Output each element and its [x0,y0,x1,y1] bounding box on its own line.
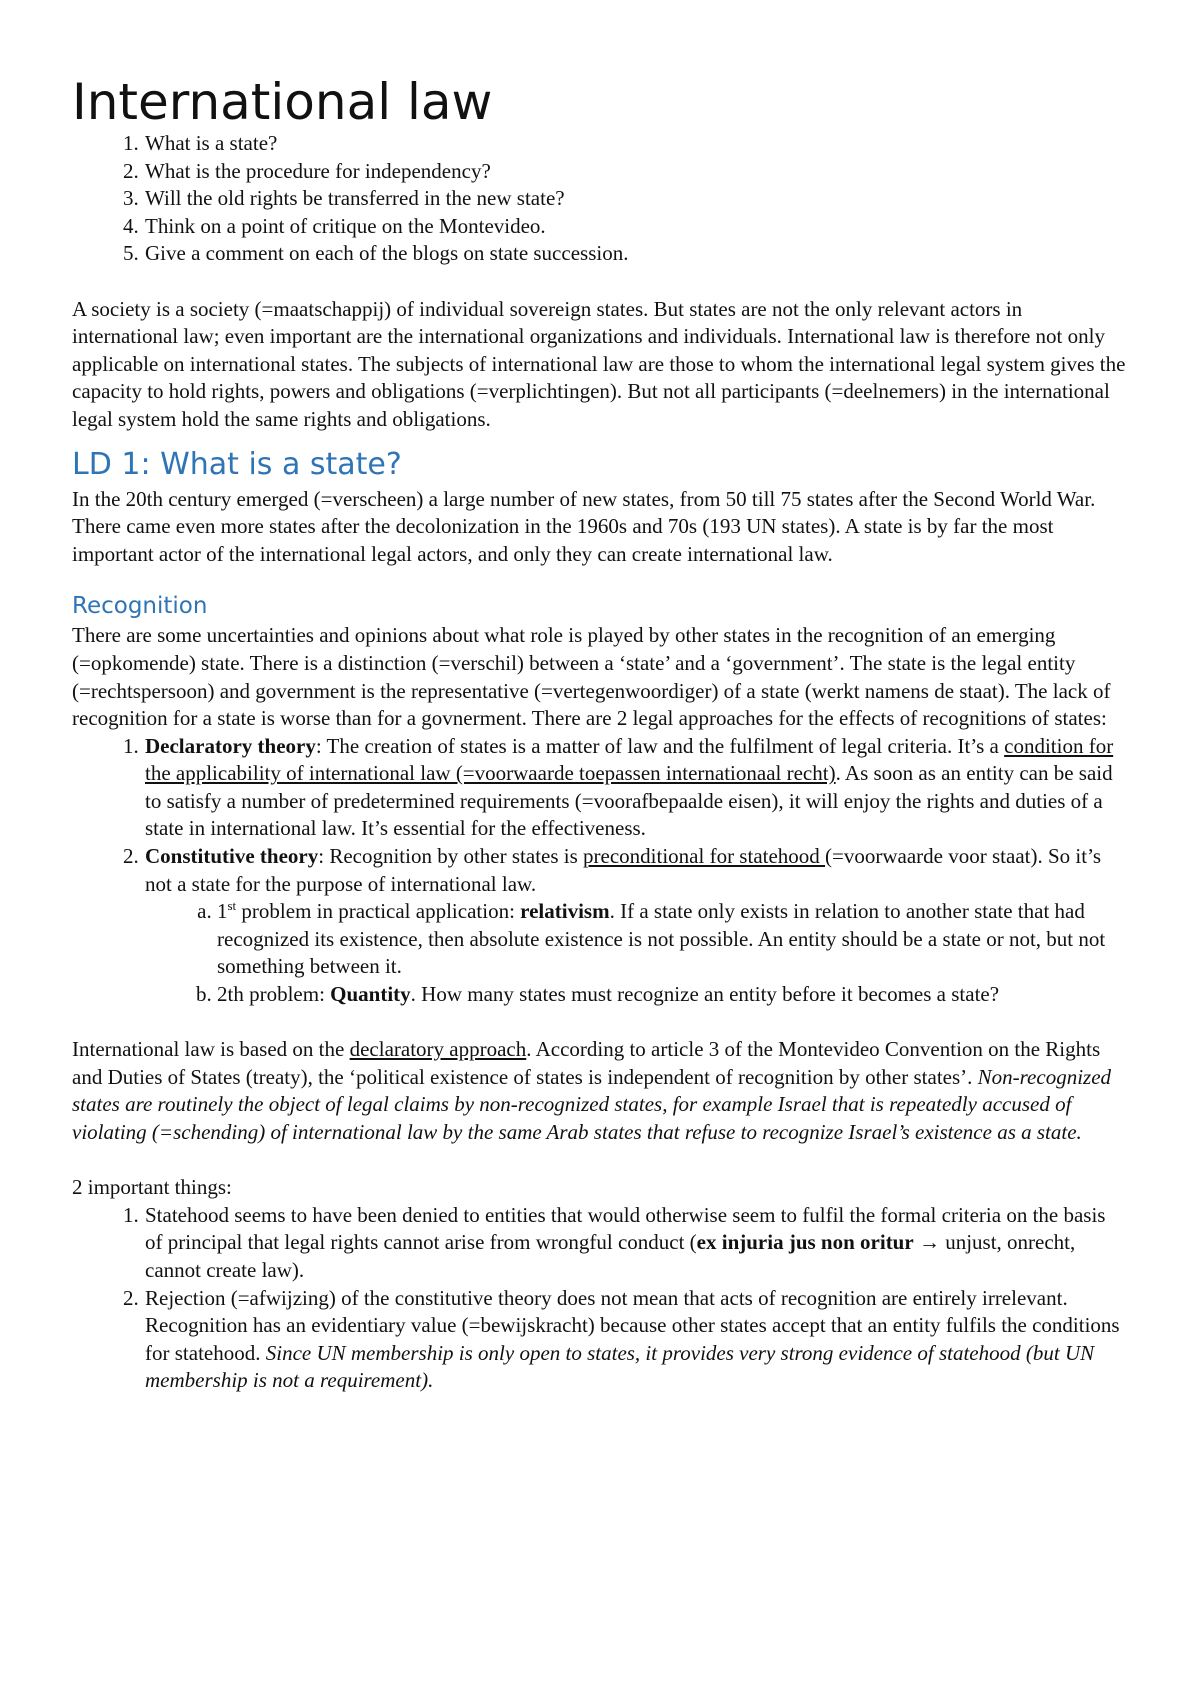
paragraph-text-2: . According to article 3 of the Montevideo Convention on the Rights and Duties of States (treaty), the ‘political existence of states is independent of recognition by other states’. [72,1037,1101,1089]
question-item: 2. What is the procedure for independency? [144,158,1128,186]
question-list [72,130,1128,268]
paragraph-italic: Non-recognized states are routinely the object of legal claims by non-recognized states, for example Israel that is repeatedly accused of violating (=schending) of international law by the same Arab states that refuse to recognize Israel’s existence as a state. [72,1064,1112,1144]
ordinal-suffix: st [227,898,237,914]
problem-number: 1 [217,899,228,924]
important-item [144,1202,1128,1285]
declaratory-underline: condition for the applicability of international law (=voorwaarde toepassen internationaal recht) [145,733,1114,786]
declaratory-theory-item [144,733,1128,843]
constitutive-underline: preconditional for statehood [583,844,826,869]
page-title: International law [72,73,493,131]
important-things-lead: 2 important things: [72,1175,232,1200]
question-item: 5. Give a comment on each of the blogs on state succession. [144,240,1128,268]
important-italic: Since UN membership is only open to states, it provides very strong evidence of statehood (but UN membership is not a requirement). [145,1340,1095,1393]
important-text-1: Rejection (=afwijzing) of the constitutive theory does not mean that acts of recognition are entirely irrelevant. Recognition has an evidentiary value (=bewijskracht) because other states accept that an entity fulfils the conditions for statehood. [145,1285,1120,1365]
constitutive-theory-term: Constitutive theory [145,844,319,869]
arrow-icon: → [918,1230,940,1255]
question-item: 3. Will the old rights be transferred in the new state? [144,185,1128,213]
problem-text-1: 2th problem: [217,982,331,1007]
constitutive-text-1: : Recognition by other states is [318,844,584,869]
constitutive-text-2: (=voorwaarde voor staat). So it’s not a state for the purpose of international law. [145,844,1102,896]
constitutive-theory-item [144,843,1128,1009]
ld1-heading: LD 1: What is a state? [72,446,402,482]
declaratory-text-2: . As soon as an entity can be said to satisfy a number of predetermined requirements (=voorafbepaalde eisen), it will enjoy the rights and duties of a state in international law. It’s essential for the effectiveness. [145,761,1113,841]
recognition-paragraph: There are some uncertainties and opinions about what role is played by other states in the recognition of an emerging (=opkomende) state. There is a distinction (=verschil) between a ‘state’ and a ‘government’. The state is the legal entity (=rechtspersoon) and government is the representative (=vertegenwoordiger) of a state (werkt namens de staat). The lack of recognition for a state is worse than for a govnerment. There are 2 legal approaches for the effects of recognitions of states: [72,623,1111,731]
problem-text-2: . If a state only exists in relation to another state that had recognized its existence, then absolute existence is not possible. An entity should be a state or not, but not something between it. [217,899,1106,979]
question-item: 1. What is a state? [144,130,1128,158]
question-item: 4. Think on a point of critique on the Montevideo. [144,213,1128,241]
important-text-1: Statehood seems to have been denied to entities that would otherwise seem to fulfil the formal criteria on the basis of principal that legal rights cannot arise from wrongful conduct ( [145,1202,1106,1255]
important-item [144,1285,1128,1395]
problem-bold-term: Quantity [330,982,411,1007]
problem-item-relativism [217,898,1128,981]
declaratory-approach-paragraph [72,1036,1128,1146]
recognition-heading: Recognition [72,593,208,620]
declaratory-text-1: : The creation of states is a matter of law and the fulfilment of legal criteria. It’s a [315,733,1005,758]
important-things-list [72,1202,1128,1395]
declaratory-theory-term: Declaratory theory [145,733,316,758]
theory-list [72,733,1128,1009]
problem-text-2: . How many states must recognize an entity before it becomes a state? [410,982,1000,1007]
important-text-2: unjust, onrecht, cannot create law). [145,1230,1076,1282]
problem-list [145,898,1128,1008]
declaratory-approach-underline: declaratory approach [349,1037,527,1062]
latin-maxim: ex injuria jus non oritur [696,1230,914,1255]
ld1-paragraph: In the 20th century emerged (=verscheen) a large number of new states, from 50 till 75 states after the Second World War. There came even more states after the decolonization in the 1960s and 70s (193 UN states). A state is by far the most important actor of the international legal actors, and only they can create international law. [72,486,1096,566]
problem-item-quantity [217,981,1128,1009]
problem-text-1: problem in practical application: [236,899,521,924]
problem-bold-term: relativism [520,899,610,924]
intro-paragraph: A society is a society (=maatschappij) of individual sovereign states. But states are not the only relevant actors in international law; even important are the international organizations and individuals. International law is therefore not only applicable on international states. The subjects of international law are those to whom the international legal system gives the capacity to hold rights, powers and obligations (=verplichtingen). But not all participants (=deelnemers) in the international legal system hold the same rights and obligations. [72,296,1126,431]
paragraph-text-1: International law is based on the [72,1037,350,1062]
